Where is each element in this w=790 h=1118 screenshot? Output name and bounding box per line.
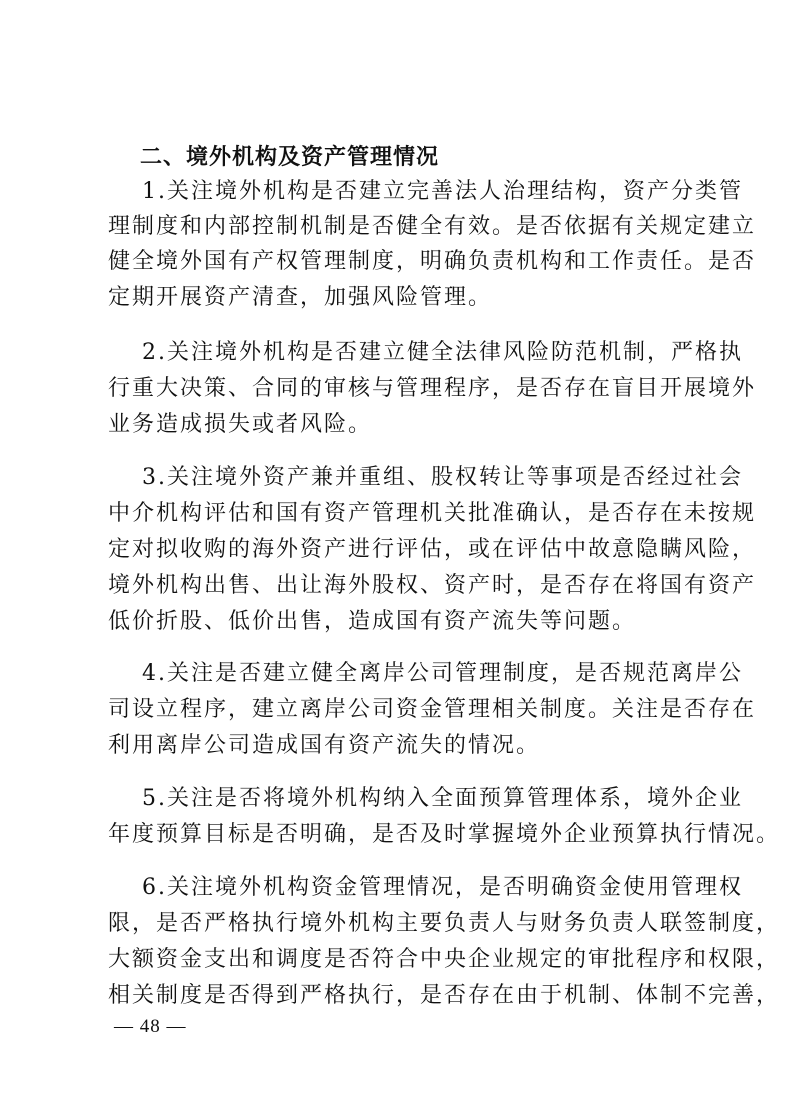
paragraph-3-line-4: 境外机构出售、出让海外股权、资产时，是否存在将国有资产 — [108, 573, 757, 598]
section-heading: 二、境外机构及资产管理情况 — [140, 145, 440, 170]
paragraph-1-line-4: 定期开展资产清查，加强风险管理。 — [108, 285, 493, 310]
paragraph-2-line-2: 行重大决策、合同的审核与管理程序，是否存在盲目开展境外 — [108, 376, 757, 401]
paragraph-1-line-2: 理制度和内部控制机制是否健全有效。是否依据有关规定建立 — [108, 214, 757, 239]
paragraph-3-line-2: 中介机构评估和国有资产管理机关批准确认，是否存在未按规 — [108, 501, 757, 526]
paragraph-4-line-1: 4.关注是否建立健全离岸公司管理制度，是否规范离岸公 — [142, 661, 743, 686]
paragraph-6-line-4: 相关制度是否得到严格执行，是否存在由于机制、体制不完善， — [108, 983, 781, 1008]
paragraph-3-line-5: 低价折股、低价出售，造成国有资产流失等问题。 — [108, 609, 637, 634]
paragraph-2-line-3: 业务造成损失或者风险。 — [108, 412, 373, 437]
paragraph-3-line-3: 定对拟收购的海外资产进行评估，或在评估中故意隐瞒风险， — [108, 537, 757, 562]
paragraph-4-line-2: 司设立程序，建立离岸公司资金管理相关制度。关注是否存在 — [108, 697, 757, 722]
paragraph-3-line-1: 3.关注境外资产兼并重组、股权转让等事项是否经过社会 — [142, 465, 743, 490]
page-number: — 48 — — [114, 1016, 187, 1037]
paragraph-5-line-1: 5.关注是否将境外机构纳入全面预算管理体系，境外企业 — [142, 786, 743, 811]
paragraph-6-line-1: 6.关注境外机构资金管理情况，是否明确资金使用管理权 — [142, 875, 743, 900]
paragraph-4-line-3: 利用离岸公司造成国有资产流失的情况。 — [108, 733, 541, 758]
paragraph-5-line-2: 年度预算目标是否明确，是否及时掌握境外企业预算执行情况。 — [108, 822, 781, 847]
paragraph-1-line-3: 健全境外国有产权管理制度，明确负责机构和工作责任。是否 — [108, 249, 757, 274]
paragraph-6-line-3: 大额资金支出和调度是否符合中央企业规定的审批程序和权限， — [108, 947, 781, 972]
paragraph-6-line-2: 限，是否严格执行境外机构主要负责人与财务负责人联签制度， — [108, 911, 781, 936]
paragraph-2-line-1: 2.关注境外机构是否建立健全法律风险防范机制，严格执 — [142, 340, 743, 365]
paragraph-1-line-1: 1.关注境外机构是否建立完善法人治理结构，资产分类管 — [142, 179, 743, 204]
